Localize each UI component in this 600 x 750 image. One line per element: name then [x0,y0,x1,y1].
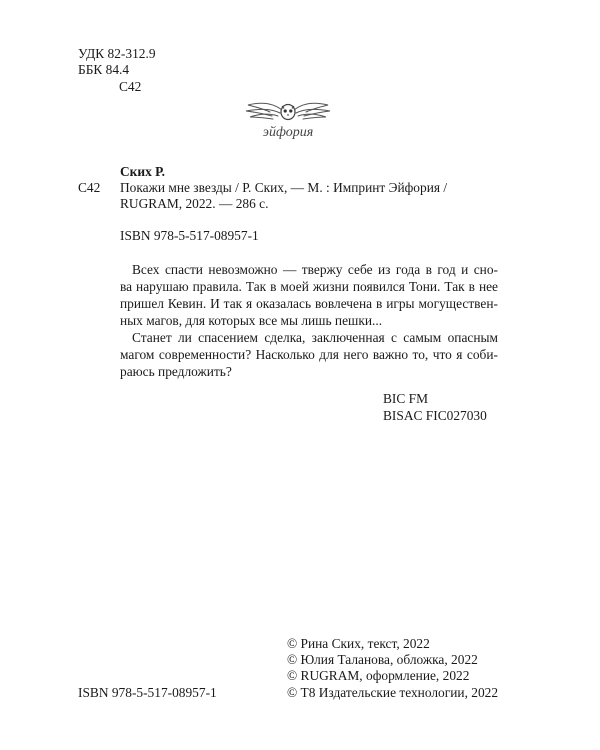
udk-code: УДК 82-312.9 [78,46,156,61]
copyright-line: © Т8 Издательские технологии, 2022 [287,685,499,700]
author-mark: С42 [119,79,142,94]
author-heading: Ских Р. [120,164,165,179]
bisac-code: BISAC FIC027030 [383,408,487,423]
catalog-entry-line2: RUGRAM, 2022. — 286 с. [120,196,269,211]
annotation-line: ва нарушаю правила. Так в моей жизни появился Тони. Так в нее [120,279,498,294]
annotation-line: Всех спасти невозможно — твержу себе из года в год и сно- [132,262,498,277]
publisher-logo [228,96,348,142]
annotation-line: ных магов, для которых все мы лишь пешки... [120,313,383,328]
catalog-isbn: ISBN 978-5-517-08957-1 [120,228,259,243]
bbk-code: ББК 84.4 [78,62,130,77]
annotation-line: пришел Кевин. И так я оказалась вовлечена в игры могуществен- [120,296,498,311]
annotation-line: раюсь предложить? [120,364,232,379]
annotation-line: Станет ли спасением сделка, заключенная с самым опасным [132,330,498,345]
logo-text: эйфория [262,125,314,140]
copyright-line: © Рина Ских, текст, 2022 [287,636,430,651]
footer-isbn: ISBN 978-5-517-08957-1 [78,685,217,700]
catalog-author-mark: С42 [78,180,101,195]
bic-code: BIC FM [383,391,429,406]
copyright-line: © Юлия Таланова, обложка, 2022 [287,652,478,667]
annotation-line: магом современности? Насколько для него важно то, что я соби- [120,347,498,362]
catalog-entry-line1: Покажи мне звезды / Р. Ских, — М. : Импринт Эйфория / [120,180,448,195]
copyright-line: © RUGRAM, оформление, 2022 [287,668,470,683]
owl-wings-icon [228,96,348,142]
